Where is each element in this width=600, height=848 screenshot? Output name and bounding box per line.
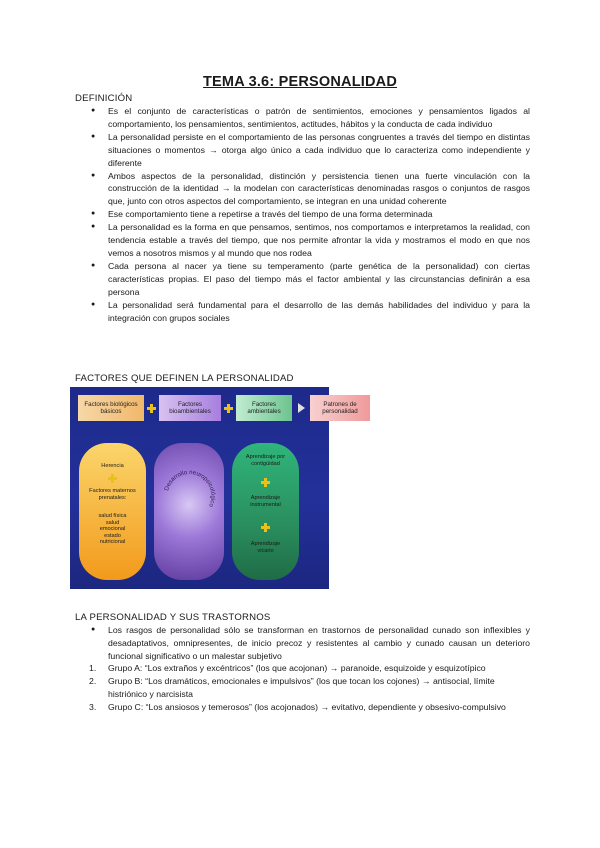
plus-icon <box>108 474 117 483</box>
pill-curved-label <box>154 443 224 580</box>
list-item <box>75 662 530 675</box>
pill-label-desarrollo: Desarrollo neuropsicológico <box>164 469 216 508</box>
section-heading-definicion: DEFINICIÓN <box>75 93 133 104</box>
disorders-list <box>75 624 530 663</box>
plus-icon <box>224 404 233 413</box>
pill-label-salud: salud física salud emocional estado nutricional <box>98 513 127 546</box>
plus-icon <box>261 523 270 532</box>
list-item: ● La personalidad será fundamental para el desarrollo de las demás habilidades del individuo y para la integración con grupos sociales <box>75 299 530 325</box>
page-title: TEMA 3.6: PERSONALIDAD <box>203 74 397 90</box>
list-text: Grupo A: “Los extraños y excéntricos” (los que acojonan) → paranoide, esquizoide y esquizotípico <box>108 663 486 673</box>
box-factores-bioambientales: Factores bioambientales <box>159 395 221 421</box>
list-number: 1. <box>89 663 97 673</box>
groups-list <box>75 662 530 714</box>
box-factores-ambientales: Factores ambientales <box>236 395 292 421</box>
pill-label-contiguidad: Aprendizaje por contigüidad <box>245 454 286 467</box>
list-item: ● La personalidad es la forma en que pensamos, sentimos, nos comportamos e interpretamos la realidad, con tendencia estable a través del tiempo, que nos permite afrontar la vida y mostramos el modo en que nos vemos a nosotros mismos y al mundo que nos rodea <box>75 221 530 260</box>
list-item: ● Es el conjunto de características o patrón de sentimientos, emociones y pensamientos ligados al comportamiento, los pensamientos, sentimientos, actitudes, hábitos y la conducta de cada individuo <box>75 105 530 131</box>
list-text: Grupo C: “Los ansiosos y temerosos” (los acojonados) → evitativo, dependiente y obsesivo-compulsivo <box>108 701 506 712</box>
list-item <box>75 701 530 714</box>
pill-label-vicario: Aprendizaje vicario <box>250 541 281 554</box>
arrow-right-icon <box>298 403 305 413</box>
section-heading-trastornos: LA PERSONALIDAD Y SUS TRASTORNOS <box>75 612 271 623</box>
pill-aprendizaje <box>232 443 299 580</box>
definition-list <box>75 105 530 324</box>
list-item: ● Cada persona al nacer ya tiene su temperamento (parte genética de la personalidad) con ciertas características propias. El paso del tiempo más el factor ambiental y las circunstancias definirán a esa persona <box>75 260 530 299</box>
pill-desarrollo <box>154 443 224 580</box>
list-number: 3. <box>89 701 97 712</box>
list-item: ● La personalidad persiste en el comportamiento de las personas congruentes a través del tiempo en distintas situaciones o momentos → otorga algo único a cada individuo que lo caracteriza como independiente y diferente <box>75 131 530 170</box>
list-number: 2. <box>89 675 97 686</box>
section-heading-factores: FACTORES QUE DEFINEN LA PERSONALIDAD <box>75 373 294 384</box>
plus-icon <box>261 478 270 487</box>
box-patrones-personalidad: Patrones de personalidad <box>310 395 370 421</box>
list-text: Grupo B: “Los dramáticos, emocionales e impulsivos” (los que tocan los cojones) → antisocial, límite histriónico y narcisista <box>108 675 495 699</box>
list-item: ● Ambos aspectos de la personalidad, distinción y persistencia tienen una fuerte vinculación con la construcción de la identidad → la modelan con características denominadas rasgos o conjuntos de rasgos que, junto con otros aspectos del comportamiento, se integran en una unidad coherente <box>75 170 530 209</box>
list-item: ● Los rasgos de personalidad sólo se transforman en trastornos de personalidad cunado son inflexibles y desadaptativos, omnipresentes, de inicio precoz y resistentes al cambio y cunado causan un deterioro funcional significativo o un malestar subjetivo <box>75 624 530 663</box>
pill-label-factores-maternos: Factores maternos prenatales: <box>89 488 136 501</box>
plus-icon <box>147 404 156 413</box>
box-factores-biologicos: Factores biológicos básicos <box>78 395 144 421</box>
pill-label-herencia: Herencia <box>101 463 124 469</box>
personality-factors-figure <box>70 387 358 589</box>
pill-herencia <box>79 443 146 580</box>
pill-label-instrumental: Aprendizaje instrumental <box>250 495 281 508</box>
list-item: ● Ese comportamiento tiene a repetirse a través del tiempo de una forma determinada <box>75 208 530 221</box>
svg-text:Desarrollo neuropsicológico <box>164 470 215 508</box>
list-item <box>75 675 530 701</box>
